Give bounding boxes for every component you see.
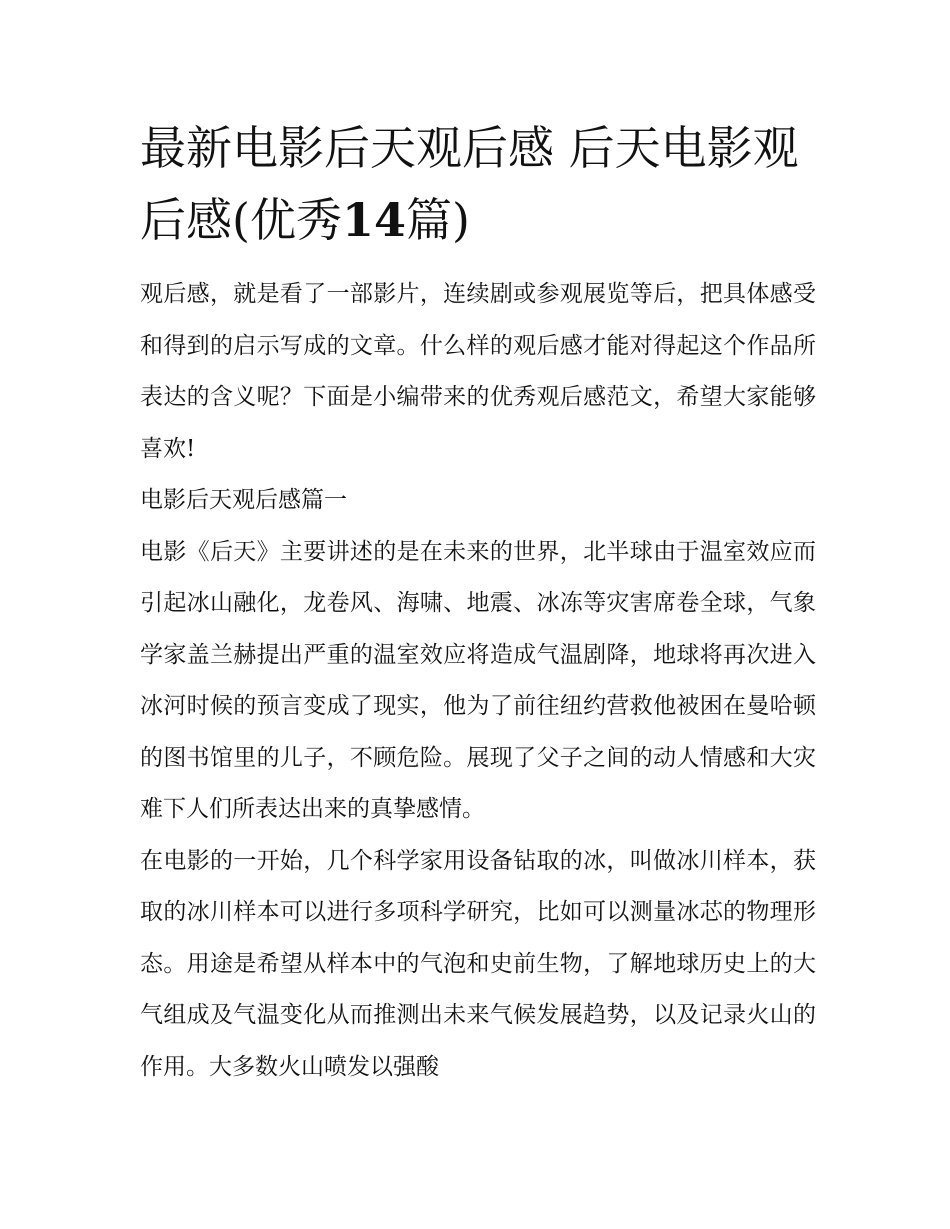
title-count: 14 xyxy=(341,193,406,247)
intro-paragraph: 观后感，就是看了一部影片，连续剧或参观展览等后，把具体感受和得到的启示写成的文章。什么样的观后感才能对得起这个作品所表达的含义呢？下面是小编带来的优秀观后感范文，希望大家能够喜欢! xyxy=(140,281,816,462)
body-paragraph-ice-core: 在电影的一开始，几个科学家用设备钻取的冰，叫做冰川样本，获取的冰川样本可以进行多项科学研究，比如可以测量冰芯的物理形态。用途是希望从样本中的气泡和史前生物，了解地球历史上的大气组成及气温变化从而推测出未来气候发展趋势，以及记录火山的作用。大多数火山喷发以强酸 xyxy=(140,847,816,1080)
document-title: 最新电影后天观后感 后天电影观后感(优秀14篇) xyxy=(140,121,799,247)
body-paragraph-summary: 电影《后天》主要讲述的是在未来的世界，北半球由于温室效应而引起冰山融化，龙卷风、海啸、地震、冰冻等灾害席卷全球，气象学家盖兰赫提出严重的温室效应将造成气温剧降，地球将再次进入冰河时候的预言变成了现实，他为了前往纽约营救他被困在曼哈顿的图书馆里的儿子，不顾危险。展现了父子之间的动人情感和大灾难下人们所表达出来的真挚感情。 xyxy=(140,538,816,822)
section-heading: 电影后天观后感篇一 xyxy=(140,487,347,513)
document-body xyxy=(140,112,816,1093)
